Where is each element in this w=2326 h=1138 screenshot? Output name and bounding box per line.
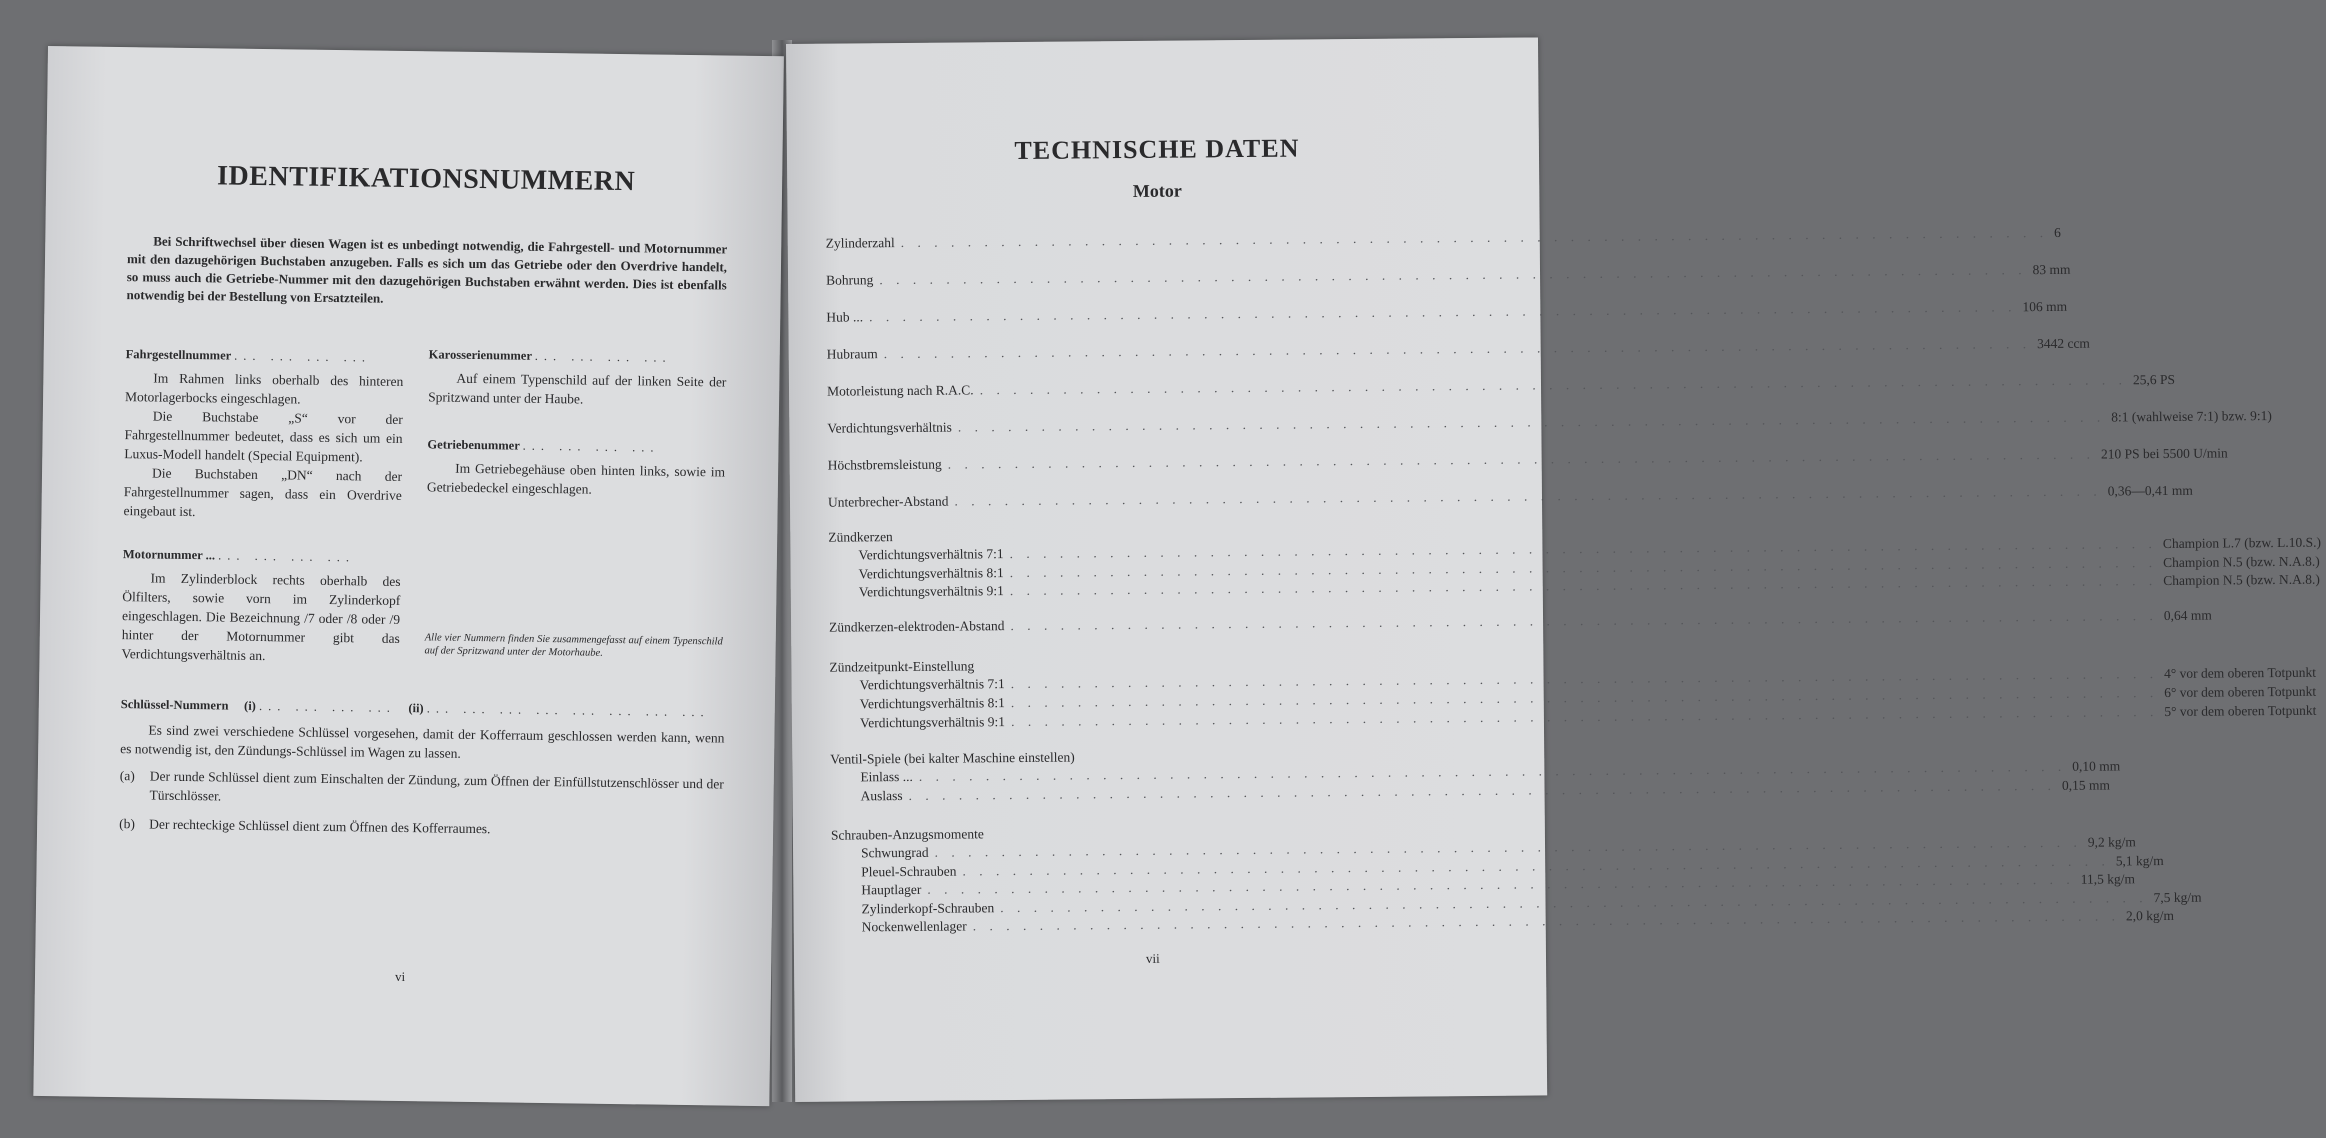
- schrauben-row-3-value: 7,5 kg/m: [2153, 889, 2202, 905]
- section-motornummer: [121, 547, 401, 667]
- spec-row-4-value: 25,6 PS: [2132, 371, 2176, 388]
- ventil-row-0-value: 0,10 mm: [2072, 758, 2121, 774]
- schrauben-row-3-label: Zylinderkopf-Schrauben: [861, 899, 995, 916]
- schrauben-row-2-value: 11,5 kg/m: [2080, 871, 2136, 887]
- section-karosserie: [428, 347, 727, 410]
- ventil-row-1-value: 0,15 mm: [2061, 777, 2110, 793]
- spec-row-3-value: 3442 ccm: [2036, 335, 2090, 352]
- spec-row-6-value: 210 PS bei 5500 U/min: [2100, 445, 2228, 462]
- schrauben-row-4-label: Nockenwellenlager: [861, 918, 967, 935]
- zuendzeit-row-2-label: Verdichtungsverhältnis 9:1: [859, 714, 1006, 731]
- schluessel-i-dots: ... ... ... ...: [258, 699, 396, 715]
- spec-row-6-label: Höchstbremsleistung: [827, 456, 942, 473]
- fahrgestell-text-2: Die Buchstabe „S“ vor der Fahrgestellnummer bedeutet, dass es sich um ein Luxus-Modell handelt (Special Equipment).: [124, 408, 403, 465]
- zuendzeit-heading: Zündzeitpunkt-Einstellung: [829, 658, 975, 675]
- page-number-right: vii: [1145, 950, 1160, 966]
- elektroden-row-leader: . . . . . . . . . . . . . . . . . . . . . . . . . . . . . . . . . . . . . . . . . . . . . . . . . . . . . . . . . . . . . . . . . . . . .: [1010, 608, 2158, 634]
- ventil-row-0-leader: . . . . . . . . . . . . . . . . . . . . . . . . . . . . . . . . . . . . . . . . . . . . . . . . . . . . . . . . . . . . . . . . . . . . .: [918, 758, 2067, 784]
- motornummer-dots: ... ... ... ...: [218, 548, 356, 565]
- spec-row-4-label: Motorleistung nach R.A.C.: [826, 382, 974, 399]
- getriebe-label: Getriebenummer: [427, 437, 520, 453]
- schrauben-row-3-leader: . . . . . . . . . . . . . . . . . . . . . . . . . . . . . . . . . . . . . . . . . . . . . . . . . . . . . . . . . . . . . . . . . . . . .: [1000, 889, 2148, 915]
- section-getriebe: [427, 437, 726, 500]
- zuendkerzen-row-2-value: Champion N.5 (bzw. N.A.8.): [2163, 571, 2320, 589]
- spec-row-1-value: 83 mm: [2032, 261, 2071, 278]
- karosserie-label: Karosserienummer: [428, 347, 532, 363]
- zuendzeit-row-0-value: 4° vor dem oberen Totpunkt: [2163, 664, 2317, 681]
- spec-row-4-leader: . . . . . . . . . . . . . . . . . . . . . . . . . . . . . . . . . . . . . . . . . . . . . . . . . . . . . . . . . . . . . . . . . . . . .: [979, 372, 2128, 398]
- zuendzeit-row-1-leader: . . . . . . . . . . . . . . . . . . . . . . . . . . . . . . . . . . . . . . . . . . . . . . . . . . . . . . . . . . . . . . . . . . . . .: [1010, 685, 2159, 711]
- schluessel-i: (i): [243, 698, 256, 713]
- page-title-technische-daten: TECHNISCHE DATEN: [1014, 133, 1300, 166]
- spec-row-2: [826, 298, 2068, 325]
- spec-row-2-leader: . . . . . . . . . . . . . . . . . . . . . . . . . . . . . . . . . . . . . . . . . . . . . . . . . . . . . . . . . . . . . . . . . . . . .: [869, 299, 2017, 325]
- zuendzeit-row-2-leader: . . . . . . . . . . . . . . . . . . . . . . . . . . . . . . . . . . . . . . . . . . . . . . . . . . . . . . . . . . . . . . . . . . . . .: [1010, 704, 2159, 730]
- schrauben-row-4-value: 2,0 kg/m: [2125, 907, 2175, 924]
- fahrgestell-dots: ... ... ... ...: [234, 348, 372, 365]
- spec-row-0-leader: . . . . . . . . . . . . . . . . . . . . . . . . . . . . . . . . . . . . . . . . . . . . . . . . . . . . . . . . . . . . . . . . . . . . .: [900, 224, 2049, 251]
- spec-row-1-label: Bohrung: [825, 272, 874, 288]
- spec-row-4: [826, 371, 2176, 399]
- section-subtitle-motor: Motor: [1132, 180, 1182, 201]
- elektroden-row: [829, 607, 2212, 635]
- schrauben-row-0-label: Schwungrad: [860, 844, 929, 861]
- spec-row-0-label: Zylinderzahl: [825, 235, 895, 251]
- ventil-row-1-leader: . . . . . . . . . . . . . . . . . . . . . . . . . . . . . . . . . . . . . . . . . . . . . . . . . . . . . . . . . . . . . . . . . . . . .: [908, 777, 2056, 803]
- schluessel-ii-dots: ... ... ... ... ... ... ... ...: [426, 701, 710, 720]
- right-page: [786, 37, 2322, 1102]
- spec-row-5-label: Verdichtungsverhältnis: [827, 419, 952, 436]
- zuendkerzen-row-0-leader: . . . . . . . . . . . . . . . . . . . . . . . . . . . . . . . . . . . . . . . . . . . . . . . . . . . . . . . . . . . . . . . . . . . . .: [1009, 536, 2157, 562]
- elektroden-row-label: Zündkerzen-elektroden-Abstand: [829, 618, 1005, 635]
- spec-row-7-value: 0,36—0,41 mm: [2107, 482, 2193, 499]
- schrauben-row-1-value: 5,1 kg/m: [2115, 852, 2164, 868]
- zuendzeit-row-1-label: Verdichtungsverhältnis 8:1: [859, 695, 1005, 712]
- karosserie-dots: ... ... ... ...: [534, 348, 672, 365]
- schrauben-row-2-leader: . . . . . . . . . . . . . . . . . . . . . . . . . . . . . . . . . . . . . . . . . . . . . . . . . . . . . . . . . . . . . . . . . . . . .: [927, 871, 2075, 897]
- spec-row-6-leader: . . . . . . . . . . . . . . . . . . . . . . . . . . . . . . . . . . . . . . . . . . . . . . . . . . . . . . . . . . . . . . . . . . . . .: [947, 446, 2096, 472]
- schluessel-label: Schlüssel-Nummern: [120, 697, 229, 713]
- zuendzeit-row-2-value: 5° vor dem oberen Totpunkt: [2164, 702, 2317, 719]
- zuendkerzen-row-1-label: Verdichtungsverhältnis 8:1: [858, 564, 1004, 581]
- spec-row-5: [827, 408, 2272, 436]
- spec-row-3-label: Hubraum: [826, 346, 878, 362]
- schrauben-row-0: [860, 834, 2136, 861]
- page-title-identifikation: IDENTIFIKATIONSNUMMERN: [216, 160, 636, 198]
- fahrgestell-text-1: Im Rahmen links oberhalb des hinteren Motorlagerbocks eingeschlagen.: [125, 370, 404, 407]
- schluessel-b-text: Der rechteckige Schlüssel dient zum Öffnen des Kofferraumes.: [149, 816, 491, 837]
- fahrgestell-text-3: Die Buchstaben „DN“ nach der Fahrgestellnummer sagen, dass ein Overdrive eingebaut ist.: [123, 465, 403, 520]
- ventil-row-0-label: Einlass ...: [860, 768, 913, 785]
- schrauben-row-0-leader: . . . . . . . . . . . . . . . . . . . . . . . . . . . . . . . . . . . . . . . . . . . . . . . . . . . . . . . . . . . . . . . . . . . . .: [934, 834, 2082, 860]
- zuendkerzen-row-0-label: Verdichtungsverhältnis 7:1: [858, 546, 1004, 563]
- ventil-row-1-label: Auslass: [860, 788, 903, 804]
- left-page: [33, 46, 784, 1106]
- spec-row-5-leader: . . . . . . . . . . . . . . . . . . . . . . . . . . . . . . . . . . . . . . . . . . . . . . . . . . . . . . . . . . . . . . . . . . . . .: [957, 409, 2106, 435]
- intro-paragraph: Bei Schriftwechsel über diesen Wagen ist es unbedingt notwendig, die Fahrgestell- und Motornummer mit den dazugehörigen Buchstaben anzugeben. Falls es sich um das Getriebe oder den Overdrive handelt, so muss auch die Getriebe-Nummer mit den dazugehörigen Buchstaben erwähnt werden. Dies ist ebenfalls notwendig bei der Bestellung von Ersatzteilen.: [126, 233, 728, 306]
- zuendkerzen-row-2-label: Verdichtungsverhältnis 9:1: [858, 583, 1004, 600]
- getriebe-dots: ... ... ... ...: [522, 438, 660, 455]
- zuendkerzen-row-0-value: Champion L.7 (bzw. L.10.S.): [2162, 534, 2322, 552]
- schrauben-row-4-leader: . . . . . . . . . . . . . . . . . . . . . . . . . . . . . . . . . . . . . . . . . . . . . . . . . . . . . . . . . . . . . . . . . . . . .: [972, 908, 2121, 934]
- spec-row-3-leader: . . . . . . . . . . . . . . . . . . . . . . . . . . . . . . . . . . . . . . . . . . . . . . . . . . . . . . . . . . . . . . . . . . . . .: [883, 336, 2032, 362]
- spec-row-0: [825, 224, 2061, 251]
- ventil-heading: Ventil-Spiele (bei kalter Maschine einstellen): [830, 749, 1075, 767]
- zuendzeit-row-0-leader: . . . . . . . . . . . . . . . . . . . . . . . . . . . . . . . . . . . . . . . . . . . . . . . . . . . . . . . . . . . . . . . . . . . . .: [1010, 666, 2159, 692]
- zuendkerzen-row-1-leader: . . . . . . . . . . . . . . . . . . . . . . . . . . . . . . . . . . . . . . . . . . . . . . . . . . . . . . . . . . . . . . . . . . . . .: [1009, 554, 2158, 580]
- schrauben-row-1-label: Pleuel-Schrauben: [861, 863, 957, 879]
- zuendzeit-row-0-label: Verdichtungsverhältnis 7:1: [859, 676, 1005, 693]
- schrauben-row-0-value: 9,2 kg/m: [2087, 834, 2136, 850]
- spec-row-1: [825, 261, 2071, 288]
- zuendzeit-row-1-value: 6° vor dem oberen Totpunkt: [2164, 683, 2317, 700]
- motornummer-label: Motornummer ...: [122, 547, 216, 563]
- zuendkerzen-row-2-leader: . . . . . . . . . . . . . . . . . . . . . . . . . . . . . . . . . . . . . . . . . . . . . . . . . . . . . . . . . . . . . . . . . . . . .: [1009, 573, 2158, 599]
- spec-row-5-value: 8:1 (wahlweise 7:1) bzw. 9:1): [2111, 408, 2272, 425]
- spec-row-7-label: Unterbrecher-Abstand: [827, 493, 949, 510]
- section-fahrgestell: [123, 347, 403, 524]
- ventil-row-1: [860, 777, 2110, 804]
- spec-row-1-leader: . . . . . . . . . . . . . . . . . . . . . . . . . . . . . . . . . . . . . . . . . . . . . . . . . . . . . . . . . . . . . . . . . . . . .: [879, 262, 2027, 288]
- schrauben-heading: Schrauben-Anzugsmomente: [830, 826, 984, 843]
- getriebe-text: Im Getriebegehäuse oben hinten links, sowie im Getriebedeckel eingeschlagen.: [426, 460, 726, 497]
- spec-row-2-value: 106 mm: [2022, 298, 2068, 315]
- zuendkerzen-row-1-value: Champion N.5 (bzw. N.A.8.): [2162, 553, 2320, 570]
- motornummer-text: Im Zylinderblock rechts oberhalb des Ölfilters, sowie vorn im Zylinderkopf eingeschlagen. Die Bezeichnung /7 oder /8 oder /9 hinter der Motornummer gibt das Verdichtungsverhältnis an.: [121, 570, 401, 664]
- schluessel-a-text: Der runde Schlüssel dient zum Einschalten der Zündung, zum Öffnen der Einfüllstutzenschlösser und der Türschlösser.: [149, 768, 724, 804]
- schluessel-ii: (ii): [408, 701, 424, 716]
- typenschild-note: Alle vier Nummern finden Sie zusammengefasst auf einem Typenschild auf der Spritzwand unter der Motorhaube.: [424, 632, 723, 659]
- section-schluessel: [119, 697, 725, 841]
- schluessel-a-mark: (a): [119, 768, 135, 784]
- spec-row-2-label: Hub ...: [826, 309, 864, 325]
- fahrgestell-label: Fahrgestellnummer: [125, 347, 232, 363]
- spec-row-6: [827, 445, 2228, 473]
- spec-row-3: [826, 335, 2090, 362]
- schluessel-text: Es sind zwei verschiedene Schlüssel vorgesehen, damit der Kofferraum geschlossen werden kann, wenn es notwendig ist, den Zündungs-Schlüssel im Wagen zu lassen.: [120, 722, 725, 761]
- spec-row-7-leader: . . . . . . . . . . . . . . . . . . . . . . . . . . . . . . . . . . . . . . . . . . . . . . . . . . . . . . . . . . . . . . . . . . . . .: [954, 483, 2102, 509]
- zuendkerzen-heading: Zündkerzen: [828, 529, 893, 545]
- schluessel-b-mark: (b): [119, 816, 136, 832]
- karosserie-text: Auf einem Typenschild auf der linken Seite der Spritzwand unter der Haube.: [428, 370, 727, 407]
- spec-row-0-value: 6: [2053, 224, 2061, 240]
- spec-row-7: [827, 482, 2193, 510]
- schrauben-row-1-leader: . . . . . . . . . . . . . . . . . . . . . . . . . . . . . . . . . . . . . . . . . . . . . . . . . . . . . . . . . . . . . . . . . . . . .: [962, 852, 2110, 878]
- elektroden-row-value: 0,64 mm: [2163, 607, 2212, 623]
- schrauben-row-2-label: Hauptlager: [861, 881, 922, 898]
- page-number-left: vi: [394, 968, 406, 985]
